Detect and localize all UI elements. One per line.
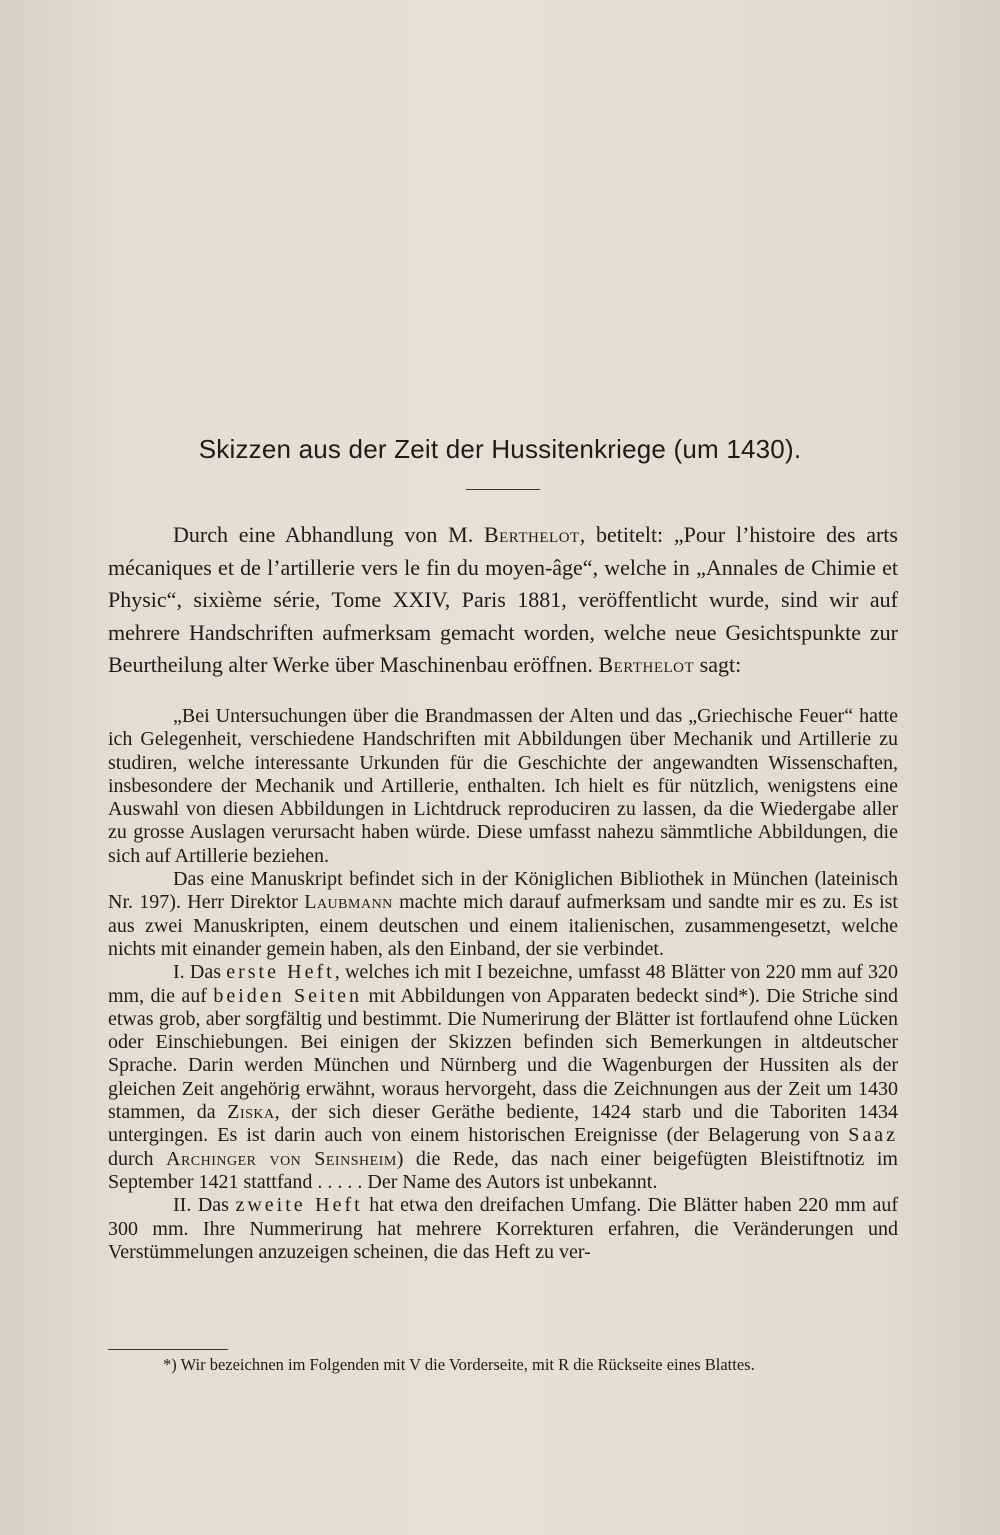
page-title: Skizzen aus der Zeit der Hussitenkriege (um 1430). xyxy=(198,434,802,464)
person-name: Laubmann xyxy=(304,891,393,914)
author-name: Berthelot xyxy=(483,522,580,547)
intro-text: Durch eine Abhandlung von M. xyxy=(173,522,484,547)
emphasis-text: zweite Heft xyxy=(235,1194,363,1217)
quote-text: hat etwa den dreifachen Umfang. Die Blätter haben 220 mm auf 300 mm. Ihre Nummerirung hat mehrere Korrekturen erfahren, die Veränderungen und Verstümmelungen anzuzeigen scheinen, die das Heft zu ver- xyxy=(108,1194,898,1263)
footnote-text: *) Wir bezeichnen im Folgenden mit V die Vorderseite, mit R die Rückseite eines Blattes. xyxy=(163,1355,755,1374)
quote-text: durch xyxy=(108,1147,166,1170)
intro-text: , betitelt: „Pour l’histoire des arts mécaniques et de l’artillerie vers le fin du moyen-âge“, welche in „Annales de Chimie et Physic“, sixième série, Tome XXIV, Paris 1881, veröffentlicht wurde, sind wir auf mehrere Handschriften aufmerksam gemacht worden, welche neue Gesichtspunkte zur Beurtheilung alter Werke über Maschinenbau eröffnen. xyxy=(108,522,898,678)
quote-text: Das eine Manuskript befindet sich in der Königlichen Bibliothek in München (lateinisch Nr. 197). Herr Direktor xyxy=(108,868,898,914)
emphasis-text: Saaz xyxy=(848,1124,898,1147)
quote-text: I. Das xyxy=(173,961,227,984)
footnote xyxy=(108,1353,898,1377)
quote-text: , der sich dieser Geräthe bediente, 1424 starb und die Taboriten 1434 untergingen. Es ist darin auch von einem historischen Ereignisse (der Belagerung von xyxy=(108,1101,898,1147)
intro-paragraph xyxy=(108,519,898,682)
quote-text: mit Abbildungen von Apparaten bedeckt sind*). Die Striche sind etwas grob, aber sorgfältig und bestimmt. Die Numerirung der Blätter ist fortlaufend ohne Lücken oder Einschiebungen. Bei einigen der Skizzen befinden sich Bemerkungen in altdeutscher Sprache. Darin werden München und Nürnberg und die Wagenburgen der Hussiten als der gleichen Zeit angehörig erwähnt, woraus hervorgeht, dass die Zeichnungen aus der Zeit um 1430 stammen, da xyxy=(108,984,898,1124)
footnote-divider xyxy=(108,1349,228,1350)
intro-text: sagt: xyxy=(694,652,742,678)
title-divider xyxy=(466,489,540,490)
person-name: Ziska xyxy=(227,1101,275,1124)
bleed-through-texture xyxy=(108,95,898,455)
quote-text: , welches ich mit I bezeichne, umfasst 48 Blätter von 220 mm auf 320 mm, die auf xyxy=(108,961,898,1007)
quote-text: ) die Rede, das nach einer beigefügten Bleistiftnotiz im September 1421 stattfand . . . . . Der Name des Autors ist unbekannt. xyxy=(108,1147,898,1193)
person-name: Archinger von Seinsheim xyxy=(166,1147,397,1170)
emphasis-text: beiden Seiten xyxy=(213,984,363,1007)
quote-text: II. Das xyxy=(173,1194,236,1217)
emphasis-text: erste Heft xyxy=(226,961,335,984)
quote-paragraph-3 xyxy=(108,961,898,1194)
quote-text: machte mich darauf aufmerksam und sandte mir es zu. Es ist aus zwei Manuskripten, einem deutschen und einem italienischen, zusammengesetzt, welche nichts mit einander gemein haben, als den Einband, der sie verbindet. xyxy=(108,891,898,960)
quote-paragraph-1: „Bei Untersuchungen über die Brandmassen der Alten und das „Griechische Feuer“ hatte ich Gelegenheit, verschiedene Handschriften mit Abbildungen über Mechanik und Artillerie zu studiren, welche interessante Urkunden für die Geschichte der angewandten Wissenschaften, insbesondere der Mechanik und Artillerie, enthalten. Ich hielt es für nützlich, wenigstens eine Auswahl von diesen Abbildungen in Lichtdruck reproduciren zu lassen, da die Wiedergabe aller zu grosse Auslagen verursacht haben würde. Diese umfasst nahezu sämmtliche Abbildungen, die sich auf Artillerie beziehen. xyxy=(108,705,898,867)
quoted-passage xyxy=(108,705,898,1264)
quote-paragraph-2 xyxy=(108,868,898,961)
quote-paragraph-4 xyxy=(108,1194,898,1264)
author-name: Berthelot xyxy=(598,652,695,678)
